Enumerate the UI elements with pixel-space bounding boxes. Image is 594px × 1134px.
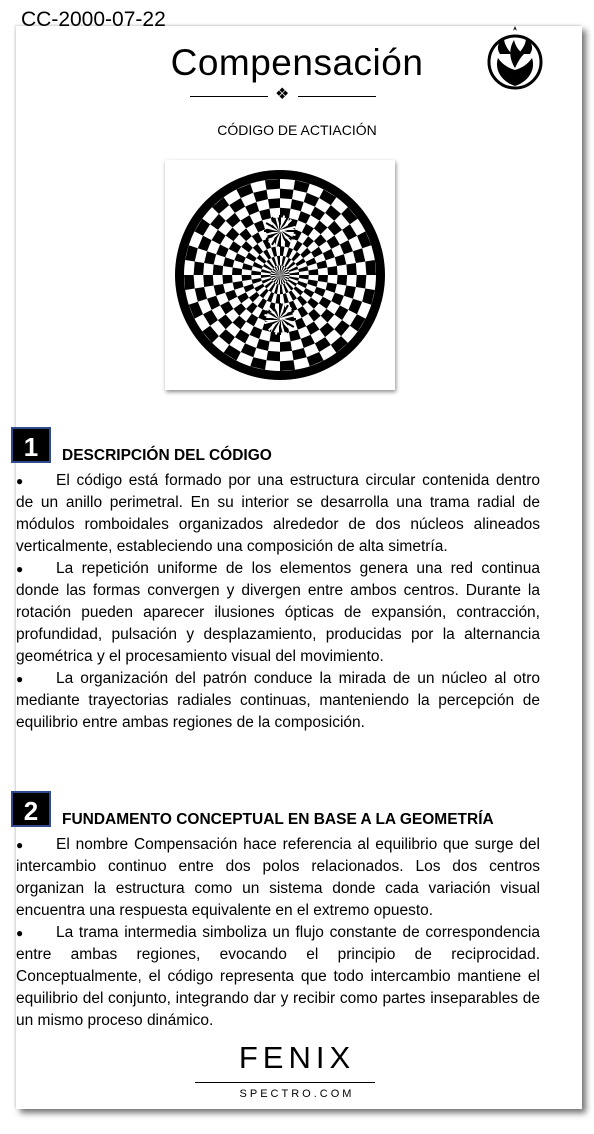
diamond-ornament-icon: ❖ <box>275 86 290 103</box>
phoenix-logo-icon <box>484 24 546 90</box>
section-2-body <box>16 834 540 1032</box>
section-1-body <box>16 470 540 734</box>
page-subtitle: CÓDIGO DE ACTIACIÓN <box>217 122 377 138</box>
footer-website: SPECTRO.COM <box>239 1088 355 1100</box>
bullet-icon: ● <box>16 672 24 686</box>
divider-line-left <box>190 96 268 97</box>
title-divider <box>190 86 376 103</box>
radial-pattern-image <box>175 170 385 380</box>
section-number-badge: 1 <box>11 427 51 463</box>
footer-divider <box>195 1082 375 1083</box>
paragraph: ● La organización del patrón conduce la mirada de un núcleo al otro mediante trayectorias radiales continuas, manteniendo la percepción de equilibrio entre ambas regiones de la composición. <box>16 670 540 731</box>
bullet-icon: ● <box>16 562 24 576</box>
paragraph: ● El nombre Compensación hace referencia al equilibrio que surge del intercambio continuo entre dos polos relacionados. Los dos centros organizan la estructura como un sistema donde cada variación visual encuentra una respuesta equivalente en el extremo opuesto. <box>16 836 540 919</box>
paragraph: ● El código está formado por una estructura circular contenida dentro de un anillo perimetral. En su interior se desarrolla una trama radial de módulos romboidales organizados alrededor de dos núcleos alineados verticalmente, estableciendo una composición de alta simetría. <box>16 472 540 555</box>
divider-line-right <box>298 96 376 97</box>
bullet-icon: ● <box>16 926 24 940</box>
paragraph: ● La trama intermedia simboliza un flujo constante de correspondencia entre ambas regiones, evocando el principio de reciprocidad. Conceptualmente, el código representa que todo intercambio mantiene el equilibrio del conjunto, integrando dar y recibir como partes inseparables de un mismo proceso dinámico. <box>16 924 540 1029</box>
section-number-badge: 2 <box>11 791 51 827</box>
code-image-frame <box>165 160 395 390</box>
paragraph: ● La repetición uniforme de los elementos genera una red continua donde las formas convergen y divergen entre ambos centros. Durante la rotación pueden aparecer ilusiones ópticas de expansión, contracción, profundidad, pulsación y desplazamiento, producidas por la alternancia geométrica y el procesamiento visual del movimiento. <box>16 560 540 665</box>
section-title: FUNDAMENTO CONCEPTUAL EN BASE A LA GEOMETRÍA <box>62 811 494 828</box>
section-title: DESCRIPCIÓN DEL CÓDIGO <box>62 447 272 464</box>
page-title: Compensación <box>170 42 424 83</box>
footer-brand-logo: FENIX <box>238 1040 356 1075</box>
code-id: CC-2000-07-22 <box>21 8 166 31</box>
bullet-icon: ● <box>16 474 24 488</box>
bullet-icon: ● <box>16 838 24 852</box>
